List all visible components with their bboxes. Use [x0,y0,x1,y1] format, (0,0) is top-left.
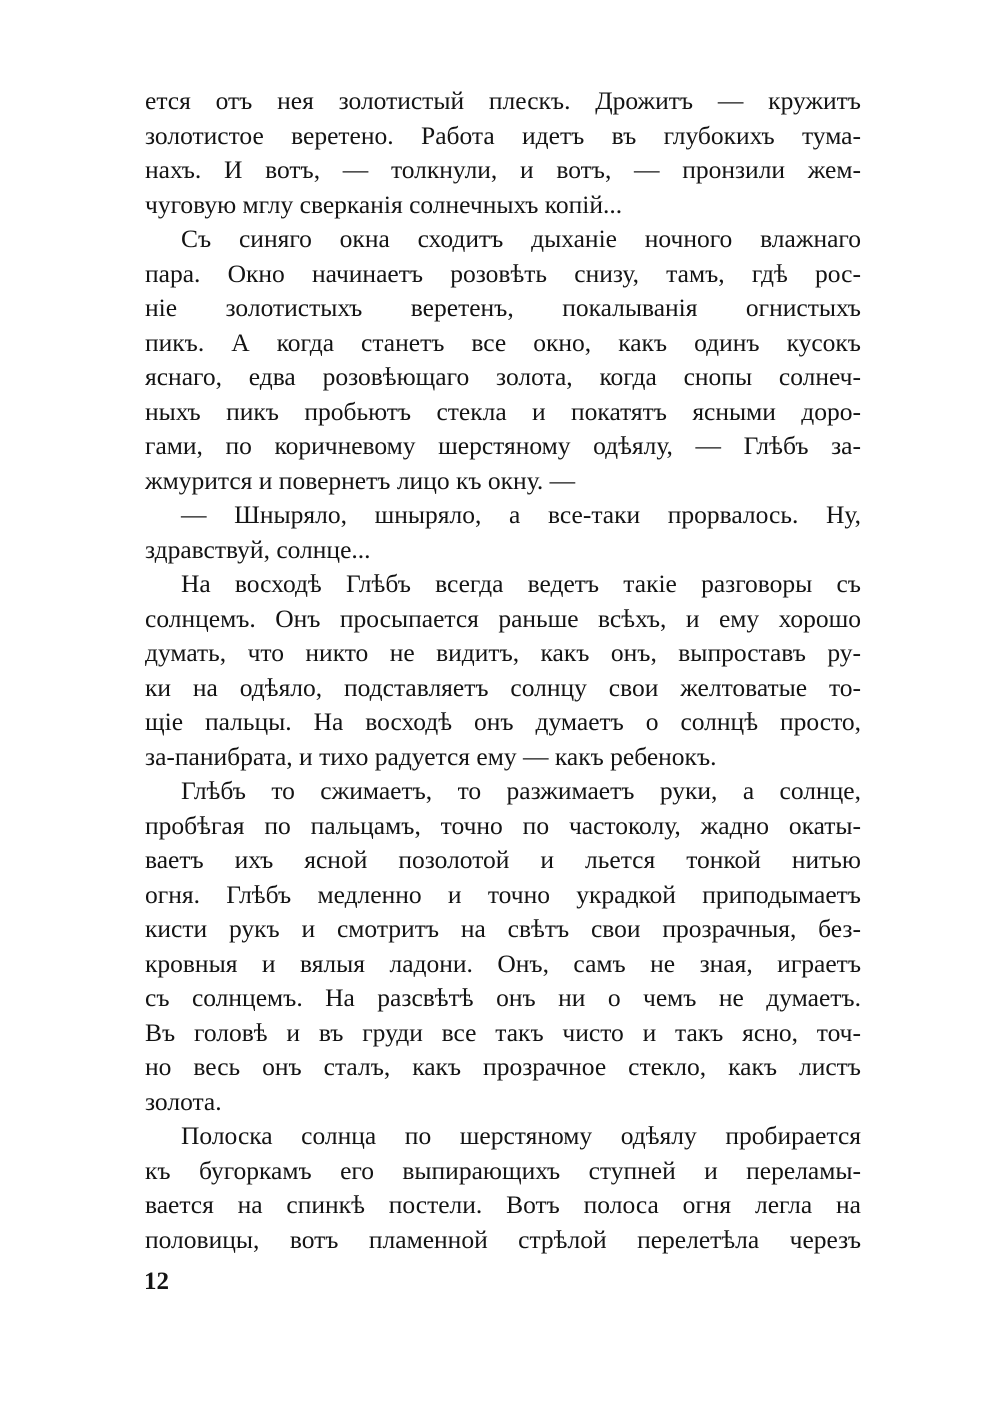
text-line: чуговую мглу сверканія солнечныхъ копій... [145,189,623,219]
text-line: золотистое веретено. Работа идетъ въ глубокихъ тума- [145,120,861,150]
text-line: На восходѣ Глѣбъ всегда ведетъ такіе разговоры съ [181,569,861,598]
text-line: къ бугоркамъ его выпирающихъ ступней и переламы- [145,1155,861,1185]
text-line: пикъ. А когда станетъ все окно, какъ одинъ кусокъ [145,327,861,357]
page-number: 12 [144,1268,169,1295]
text-line: ніе золотистыхъ веретенъ, покалыванія огнистыхъ [145,293,861,322]
text-line: ныхъ пикъ пробьютъ стекла и покатятъ ясными доро- [145,396,861,426]
text-line: съ солнцемъ. На разсвѣтѣ онъ ни о чемъ не думаетъ. [145,983,861,1012]
text-line: ется отъ нея золотистый плескъ. Дрожитъ — кружитъ [145,86,861,115]
text-line: жмурится и повернетъ лицо къ окну. — [145,465,576,495]
text-line: нахъ. И вотъ, — толкнули, и вотъ, — пронзили жем- [145,155,861,184]
text-line: вается на спинкѣ постели. Вотъ полоса огня легла на [145,1190,861,1219]
text-line: но весь онъ сталъ, какъ прозрачное стекло, какъ листъ [145,1052,861,1081]
text-line: гами, по коричневому шерстяному одѣялу, — Глѣбъ за- [145,431,861,460]
text-line: — Шныряло, шныряло, а все-таки прорвалось. Ну, [181,500,861,529]
text-line: щіе пальцы. На восходѣ онъ думаетъ о солнцѣ просто, [145,707,861,736]
text-line: за-панибрата, и тихо радуется ему — какъ ребенокъ. [145,741,717,771]
text-line: думать, что никто не видитъ, какъ онъ, выпроставъ ру- [145,638,861,667]
text-line: яснаго, едва розовѣющаго золота, когда снопы солнеч- [145,362,861,391]
text-line: солнцемъ. Онъ просыпается раньше всѣхъ, и ему хорошо [145,603,861,633]
text-line: Глѣбъ то сжимаетъ, то разжимаетъ руки, а солнце, [181,776,861,805]
text-line: кисти рукъ и смотритъ на свѣтъ свои прозрачныя, без- [145,914,861,943]
text-line: золота. [145,1086,222,1116]
text-line: ваетъ ихъ ясной позолотой и льется тонкой нитью [145,845,861,874]
book-page-text [145,84,861,1257]
text-line: кровныя и вялыя ладони. Онъ, самъ не зная, играетъ [145,948,861,978]
text-line: пробѣгая по пальцамъ, точно по частоколу, жадно окаты- [145,810,861,840]
text-line: пара. Окно начинаетъ розовѣть снизу, тамъ, гдѣ рос- [145,258,861,288]
text-line: Въ головѣ и въ груди все такъ чисто и такъ ясно, точ- [145,1017,861,1047]
text-line: Полоска солнца по шерстяному одѣялу пробирается [181,1121,861,1150]
text-line: здравствуй, солнце... [145,534,371,564]
text-line: огня. Глѣбъ медленно и точно украдкой приподымаетъ [145,879,861,909]
text-line: ки на одѣяло, подставляетъ солнцу свои желтоватые то- [145,672,861,702]
text-line: половицы, вотъ пламенной стрѣлой перелетѣла черезъ [145,1224,861,1254]
text-line: Съ синяго окна сходитъ дыханіе ночного влажнаго [181,224,861,253]
